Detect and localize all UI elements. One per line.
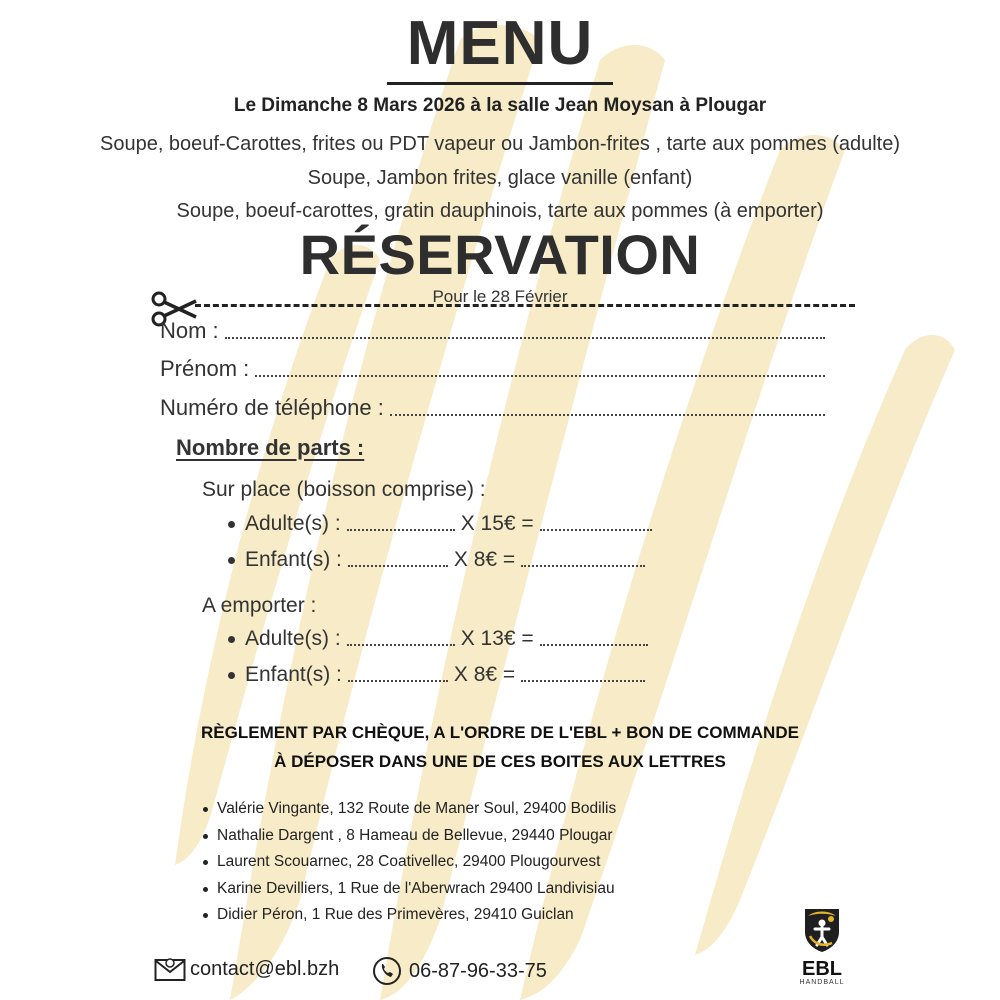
firstname-blank bbox=[255, 374, 825, 377]
takeaway-adult-label: Adulte(s) : bbox=[245, 627, 341, 650]
address-text: Laurent Scouarnec, 28 Coativellec, 29400 Plougourvest bbox=[217, 853, 601, 870]
address-text: Nathalie Dargent , 8 Hameau de Bellevue, 29440 Plougar bbox=[217, 827, 613, 844]
onsite-child-label: Enfant(s) : bbox=[245, 548, 342, 571]
address-item bbox=[203, 853, 600, 871]
onsite-label: Sur place (boisson comprise) : bbox=[202, 478, 486, 501]
onsite-child-total-blank bbox=[521, 564, 645, 567]
takeaway-child-label: Enfant(s) : bbox=[245, 663, 342, 686]
address-text: Valérie Vingante, 132 Route de Maner Soul, 29400 Bodilis bbox=[217, 800, 617, 817]
address-text: Karine Devilliers, 1 Rue de l'Aberwrach 29400 Landivisiau bbox=[217, 880, 615, 897]
bullet bbox=[203, 834, 208, 839]
shield-logo-icon bbox=[801, 906, 843, 954]
firstname-field bbox=[160, 356, 825, 382]
phone-field bbox=[160, 395, 825, 421]
email-address[interactable]: contact@ebl.bzh bbox=[190, 957, 340, 980]
bullet bbox=[228, 521, 235, 528]
takeaway-child-total-blank bbox=[521, 679, 645, 682]
portions-title: Nombre de parts : bbox=[176, 435, 365, 460]
takeaway-adult-blank bbox=[347, 643, 455, 646]
payment-notice-line-1: RÈGLEMENT PAR CHÈQUE, A L'ORDRE DE L'EBL + BON DE COMMANDE bbox=[201, 723, 799, 742]
logo-name: EBL bbox=[802, 958, 842, 980]
envelope-icon bbox=[154, 956, 186, 982]
menu-line-child: Soupe, Jambon frites, glace vanille (enfant) bbox=[307, 167, 693, 189]
takeaway-child-blank bbox=[348, 679, 448, 682]
bullet bbox=[203, 860, 208, 865]
takeaway-adult-total-blank bbox=[540, 643, 648, 646]
name-field bbox=[160, 318, 825, 344]
bullet bbox=[203, 887, 208, 892]
logo-subtitle: HANDBALL bbox=[799, 979, 845, 986]
onsite-child-price: X 8€ = bbox=[453, 548, 516, 571]
menu-line-adult: Soupe, boeuf-Carottes, frites ou PDT vapeur ou Jambon-frites , tarte aux pommes (adulte) bbox=[99, 133, 901, 155]
onsite-child-blank bbox=[348, 564, 448, 567]
bullet bbox=[228, 636, 235, 643]
event-details: Le Dimanche 8 Mars 2026 à la salle Jean Moysan à Plougar bbox=[233, 95, 767, 116]
email-contact[interactable] bbox=[154, 956, 339, 982]
takeaway-child-price: X 8€ = bbox=[453, 663, 516, 686]
name-blank bbox=[225, 336, 825, 339]
phone-number[interactable]: 06-87-96-33-75 bbox=[409, 959, 547, 982]
address-text: Didier Péron, 1 Rue des Primevères, 29410 Guiclan bbox=[217, 906, 574, 923]
bullet bbox=[203, 807, 208, 812]
address-item bbox=[203, 800, 616, 818]
reservation-title: RÉSERVATION bbox=[299, 223, 701, 286]
takeaway-adult-row bbox=[228, 627, 654, 651]
phone-blank bbox=[390, 413, 825, 416]
onsite-child-row bbox=[228, 548, 651, 572]
onsite-adult-total-blank bbox=[540, 528, 652, 531]
reservation-deadline: Pour le 28 Février bbox=[432, 287, 568, 306]
onsite-adult-row bbox=[228, 512, 658, 536]
cut-line bbox=[195, 304, 855, 307]
onsite-adult-blank bbox=[347, 528, 455, 531]
onsite-adult-label: Adulte(s) : bbox=[245, 512, 341, 535]
ebl-logo bbox=[796, 906, 848, 996]
bullet bbox=[228, 672, 235, 679]
phone-label: Numéro de téléphone : bbox=[160, 395, 384, 420]
takeaway-label: A emporter : bbox=[202, 594, 317, 617]
phone-contact[interactable] bbox=[372, 956, 547, 986]
menu-title: MENU bbox=[406, 9, 594, 78]
name-label: Nom : bbox=[160, 318, 219, 343]
address-item bbox=[203, 827, 613, 845]
address-item bbox=[203, 880, 615, 898]
address-item bbox=[203, 906, 574, 924]
bullet bbox=[203, 913, 208, 918]
payment-notice-line-2: À DÉPOSER DANS UNE DE CES BOITES AUX LETTRES bbox=[274, 752, 726, 771]
payment-notice bbox=[0, 718, 1000, 776]
phone-icon bbox=[372, 956, 402, 986]
takeaway-adult-price: X 13€ = bbox=[460, 627, 534, 650]
title-divider bbox=[387, 82, 613, 85]
onsite-adult-price: X 15€ = bbox=[460, 512, 534, 535]
takeaway-child-row bbox=[228, 663, 651, 687]
menu-line-takeaway: Soupe, boeuf-carottes, gratin dauphinois, tarte aux pommes (à emporter) bbox=[176, 200, 824, 222]
firstname-label: Prénom : bbox=[160, 356, 250, 381]
bullet bbox=[228, 557, 235, 564]
